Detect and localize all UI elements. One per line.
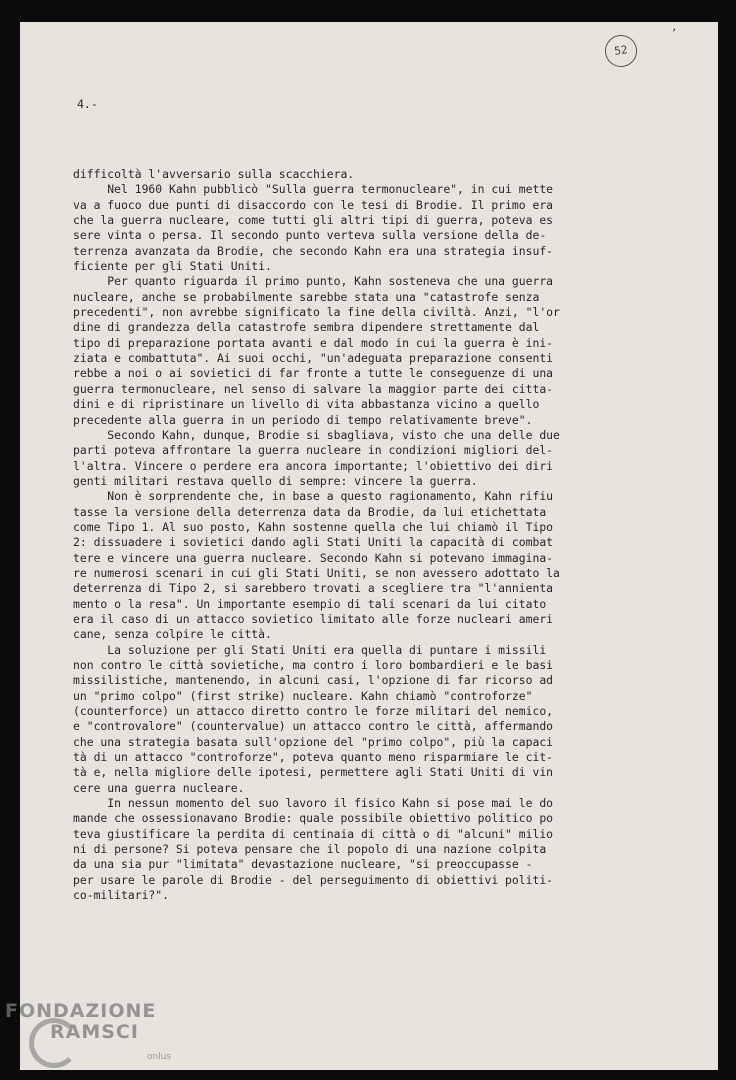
- text-line: Per quanto riguarda il primo punto, Kahn sosteneva che una guerra: [73, 274, 554, 289]
- text-line: difficoltà l'avversario sulla scacchiera.: [73, 167, 355, 181]
- text-line: Non è sorprendente che, in base a questo ragionamento, Kahn rifiu: [73, 489, 554, 504]
- text-line: parti poteva affrontare la guerra nucleare in condizioni migliori del-: [73, 443, 554, 458]
- text-line: deterrenza di Tipo 2, si sarebbero trovati a scegliere tra "l'annienta: [73, 581, 554, 596]
- text-line: Secondo Kahn, dunque, Brodie si sbagliava, visto che una delle due: [73, 427, 560, 442]
- logo-line1: FONDAZIONE: [5, 1000, 157, 1022]
- text-line: teva giustificare la perdita di centinaia di città o di "alcuni" milio: [73, 826, 554, 841]
- text-line: che una strategia basata sull'opzione del "primo colpo", più la capaci: [73, 734, 554, 749]
- text-line: 2: dissuadere i sovietici dando agli Stati Uniti la capacità di combat: [73, 535, 554, 550]
- text-line: nucleare, anche se probabilmente sarebbe stata una "catastrofe senza: [73, 289, 540, 304]
- text-line: che la guerra nucleare, come tutti gli altri tipi di guerra, poteva es: [73, 213, 554, 228]
- text-line: Nel 1960 Kahn pubblicò "Sulla guerra termonucleare", in cui mette: [73, 182, 554, 197]
- text-line: rebbe a noi o ai sovietici di far fronte a tutte le conseguenze di una: [73, 366, 554, 381]
- text-line: sere vinta o persa. Il secondo punto verteva sulla versione della de-: [73, 228, 547, 243]
- text-line: re numerosi scenari in cui gli Stati Uniti, se non avessero adottato la: [73, 565, 560, 580]
- text-line: guerra termonucleare, nel senso di salvare la maggior parte dei citta-: [73, 381, 554, 396]
- logo-line2: RAMSCI: [50, 1021, 139, 1043]
- logo-onlus: onlus: [147, 1052, 172, 1062]
- text-line: precedenti", non avrebbe significato la fine della civiltà. Anzi, "l'or: [73, 305, 560, 320]
- text-line: cane, senza colpire le città.: [73, 627, 272, 642]
- text-line: un "primo colpo" (first strike) nucleare. Kahn chiamò "controforze": [73, 688, 533, 703]
- text-line: tà e, nella migliore delle ipotesi, permettere agli Stati Uniti di vin: [73, 765, 554, 780]
- text-line: tasse la versione della deterrenza data da Brodie, da lui etichettata: [73, 504, 547, 519]
- text-line: cere una guerra nucleare.: [73, 780, 245, 795]
- text-line: e "controvalore" (countervalue) un attacco contro le città, affermando: [73, 719, 554, 734]
- text-line: mento o la resa". Un importante esempio di tali scenari da lui citato: [73, 596, 547, 611]
- text-line: era il caso di un attacco sovietico limitato alle forze nucleari ameri: [73, 611, 554, 626]
- text-line: ficiente per gli Stati Uniti.: [73, 259, 272, 274]
- text-line: ziata e combattuta". Ai suoi occhi, "un'adeguata preparazione consenti: [73, 351, 554, 366]
- text-line: co-militari?".: [73, 888, 170, 903]
- text-line: da una sia pur "limitata" devastazione nucleare, "si preoccupasse -: [73, 857, 533, 872]
- text-line: In nessun momento del suo lavoro il fisico Kahn si pose mai le do: [73, 796, 554, 811]
- text-line: dine di grandezza della catastrofe sembra dipendere strettamente dal: [73, 320, 540, 335]
- text-line: (counterforce) un attacco diretto contro le forze militari del nemico,: [73, 704, 554, 719]
- text-line: tipo di preparazione portata avanti e dal modo in cui la guerra è ini-: [73, 335, 554, 350]
- text-line: per usare le parole di Brodie - del perseguimento di obiettivi politi-: [73, 872, 554, 887]
- text-line: va a fuoco due punti di disaccordo con le tesi di Brodie. Il primo era: [73, 197, 554, 212]
- text-line: dini e di ripristinare un livello di vita abbastanza vicino a quello: [73, 397, 540, 412]
- archive-stamp: 52: [603, 33, 639, 69]
- text-line: terrenza avanzata da Brodie, che secondo Kahn era una strategia insuf-: [73, 243, 554, 258]
- text-line: precedente alla guerra in un periodo di tempo relativamente breve".: [73, 412, 533, 427]
- text-line: mande che ossessionavano Brodie: quale possibile obiettivo politico po: [73, 811, 554, 826]
- text-line: ni di persone? Si poteva pensare che il popolo di una nazione colpita: [73, 842, 547, 857]
- text-line: La soluzione per gli Stati Uniti era quella di puntare i missili: [73, 642, 547, 657]
- typed-text-body: [73, 167, 633, 904]
- text-line: tà di un attacco "controforze", poteva quanto meno risparmiare le cit-: [73, 750, 554, 765]
- text-line: non contro le città sovietiche, ma contro i loro bombardieri e le basi: [73, 658, 554, 672]
- page-number: 4.-: [77, 97, 98, 111]
- text-line: genti militari restava quello di sempre: vincere la guerra.: [73, 473, 478, 488]
- text-line: come Tipo 1. Al suo posto, Kahn sostenne quella che lui chiamò il Tipo: [73, 519, 554, 534]
- watermark-logo: [5, 1000, 195, 1080]
- text-line: missilistiche, mantenendo, in alcuni casi, l'opzione di far ricorso ad: [73, 673, 554, 688]
- text-line: l'altra. Vincere o perdere era ancora importante; l'obiettivo dei diri: [73, 458, 554, 473]
- text-line: tere e vincere una guerra nucleare. Secondo Kahn si potevano immagina-: [73, 550, 554, 565]
- pencil-mark: ʼ: [671, 28, 678, 39]
